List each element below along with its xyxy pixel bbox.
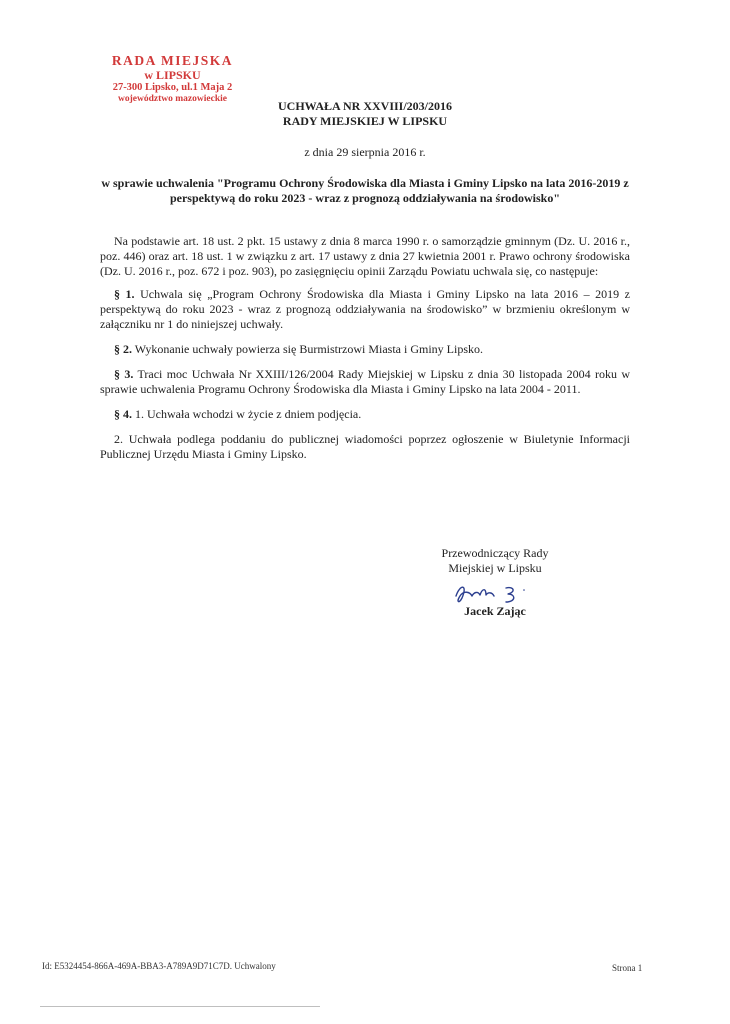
signer-name: Jacek Zając [464, 604, 526, 618]
section-3-paragraph [100, 367, 630, 397]
council-stamp [100, 54, 245, 104]
resolution-body [100, 234, 630, 472]
section-1-paragraph [100, 287, 630, 332]
document-id: Id: E5324454-866A-469A-BBA3-A789A9D71C7D. Uchwalony [42, 961, 276, 971]
stamp-line-city: w LIPSKU [144, 67, 201, 82]
footer-divider [40, 1006, 320, 1007]
signer-role-line-1: Przewodniczący Rady [441, 546, 549, 560]
section-4-point-2: 2. Uchwała podlega poddaniu do publicznej wiadomości poprzez ogłoszenie w Biuletynie Informacji Publicznej Urzędu Miasta i Gminy Lipsko. [100, 432, 630, 461]
preamble-paragraph: Na podstawie art. 18 ust. 2 pkt. 15 ustawy z dnia 8 marca 1990 r. o samorządzie gminnym (Dz. U. 2016 r., poz. 446) oraz art. 18 ust. 1 w związku z art. 17 ustawy z dnia 27 kwietnia 2001 r. Prawo ochrony środowiska (Dz. U. 2016 r., poz. 672 i poz. 903), po zasięgnięciu opinii Zarządu Powiatu uchwala się, co następuje: [100, 234, 630, 278]
resolution-issuer: RADY MIEJSKIEJ W LIPSKU [282, 114, 448, 128]
section-2-paragraph [100, 342, 630, 357]
stamp-line-address: 27-300 Lipsko, ul.1 Maja 2 [112, 82, 233, 94]
resolution-number: UCHWAŁA NR XXVIII/203/2016 [277, 99, 453, 113]
section-2-text: Wykonanie uchwały powierza się Burmistrzowi Miasta i Gminy Lipsko. [132, 342, 483, 356]
section-1-label: § 1. [114, 287, 135, 301]
section-3-label: § 3. [114, 367, 134, 381]
resolution-title [260, 99, 470, 129]
section-3-text: Traci moc Uchwała Nr XXIII/126/2004 Rady Miejskiej w Lipsku z dnia 30 listopada 2004 roku w sprawie uchwalenia Programu Ochrony Środowiska dla Miasta i Gminy Lipsko na lata 2004 - 2011. [100, 367, 631, 396]
section-1-text: Uchwala się „Program Ochrony Środowiska dla Miasta i Gminy Lipsko na lata 2016 – 2019 z perspektywą do roku 2023 - wraz z prognozą oddziaływania na środowisko” w brzmieniu określonym w załączniku nr 1 do niniejszej uchwały. [100, 287, 631, 331]
section-4-paragraph [100, 407, 630, 422]
signer-role-line-2: Miejskiej w Lipsku [448, 561, 542, 575]
section-2-label: § 2. [114, 342, 132, 356]
resolution-date: z dnia 29 sierpnia 2016 r. [304, 145, 426, 159]
resolution-subject: w sprawie uchwalenia "Programu Ochrony Środowiska dla Miasta i Gminy Lipsko na lata 2016-2019 z perspektywą do roku 2023 - wraz z prognozą oddziaływania na środowisko" [101, 176, 629, 205]
handwritten-signature [450, 582, 540, 606]
section-4-text: 1. Uchwała wchodzi w życie z dniem podjęcia. [132, 407, 362, 421]
stamp-line-region: województwo mazowieckie [118, 93, 227, 104]
stamp-line-council: RADA MIEJSKA [111, 53, 234, 68]
page-number: Strona 1 [612, 963, 643, 973]
section-4-label: § 4. [114, 407, 132, 421]
signature-block [425, 546, 565, 619]
